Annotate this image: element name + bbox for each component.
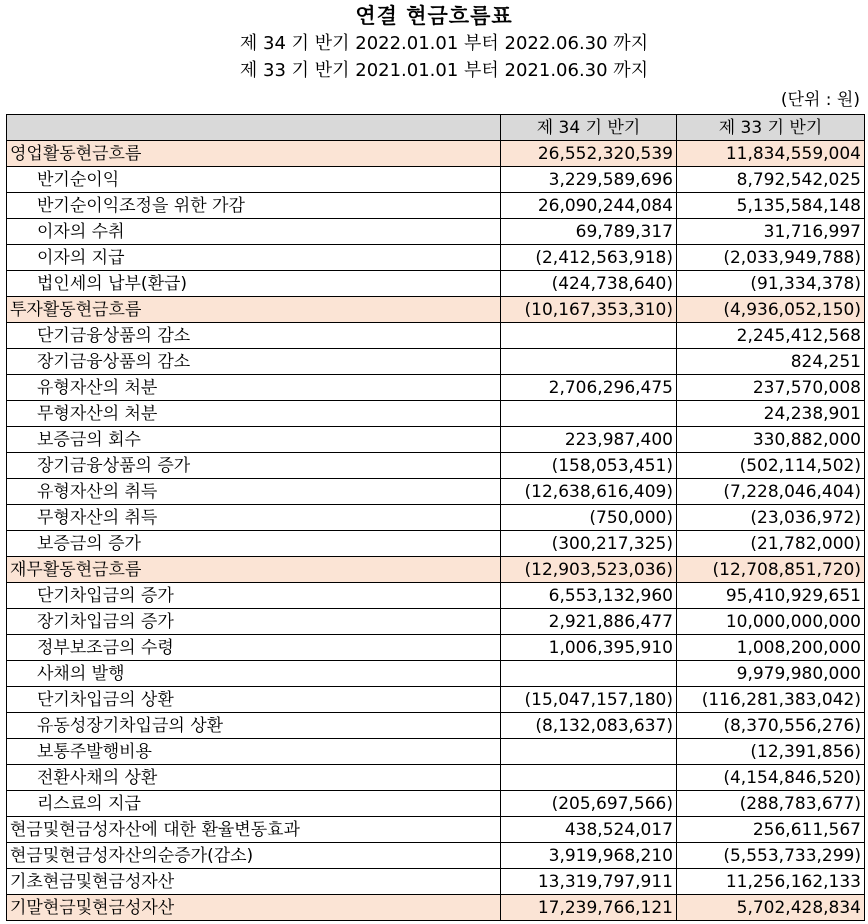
account-label: 정부보조금의 수령 bbox=[7, 635, 501, 661]
current-period-amount: (2,412,563,918) bbox=[501, 245, 677, 271]
current-period-amount: 6,553,132,960 bbox=[501, 583, 677, 609]
prior-period-amount: (2,033,949,788) bbox=[677, 245, 865, 271]
table-row bbox=[7, 453, 865, 479]
table-row bbox=[7, 817, 865, 843]
current-period-amount: (10,167,353,310) bbox=[501, 297, 677, 323]
account-label: 유형자산의 처분 bbox=[7, 375, 501, 401]
table-row bbox=[7, 297, 865, 323]
prior-period-amount: (23,036,972) bbox=[677, 505, 865, 531]
table-row bbox=[7, 869, 865, 895]
current-period-amount: (15,047,157,180) bbox=[501, 687, 677, 713]
current-period-amount: (12,638,616,409) bbox=[501, 479, 677, 505]
table-row bbox=[7, 167, 865, 193]
account-label: 기초현금및현금성자산 bbox=[7, 869, 501, 895]
current-period-amount: 2,706,296,475 bbox=[501, 375, 677, 401]
current-period-amount: (424,738,640) bbox=[501, 271, 677, 297]
account-label: 장기금융상품의 감소 bbox=[7, 349, 501, 375]
table-row bbox=[7, 739, 865, 765]
current-period-amount: 17,239,766,121 bbox=[501, 895, 677, 921]
header-current-period: 제 34 기 반기 bbox=[501, 115, 677, 141]
table-row bbox=[7, 193, 865, 219]
table-row bbox=[7, 557, 865, 583]
prior-period-amount: (5,553,733,299) bbox=[677, 843, 865, 869]
prior-period-amount: 237,570,008 bbox=[677, 375, 865, 401]
prior-period-amount: 95,410,929,651 bbox=[677, 583, 865, 609]
table-row bbox=[7, 531, 865, 557]
current-period-amount: 2,921,886,477 bbox=[501, 609, 677, 635]
table-header-row bbox=[7, 115, 865, 141]
table-row bbox=[7, 323, 865, 349]
prior-period-amount: 11,256,162,133 bbox=[677, 869, 865, 895]
account-label: 장기차입금의 증가 bbox=[7, 609, 501, 635]
current-period-amount bbox=[501, 739, 677, 765]
cash-flow-table bbox=[6, 114, 865, 921]
account-label: 사채의 발행 bbox=[7, 661, 501, 687]
current-period-amount bbox=[501, 349, 677, 375]
prior-period-amount: (4,154,846,520) bbox=[677, 765, 865, 791]
account-label: 장기금융상품의 증가 bbox=[7, 453, 501, 479]
account-label: 반기순이익조정을 위한 가감 bbox=[7, 193, 501, 219]
prior-period-amount: 9,979,980,000 bbox=[677, 661, 865, 687]
current-period-amount: (12,903,523,036) bbox=[501, 557, 677, 583]
prior-period-amount: 24,238,901 bbox=[677, 401, 865, 427]
prior-period-amount: 330,882,000 bbox=[677, 427, 865, 453]
prior-period-amount: 2,245,412,568 bbox=[677, 323, 865, 349]
account-label: 단기차입금의 증가 bbox=[7, 583, 501, 609]
current-period-amount: 438,524,017 bbox=[501, 817, 677, 843]
current-period-amount: 3,229,589,696 bbox=[501, 167, 677, 193]
current-period-amount: (205,697,566) bbox=[501, 791, 677, 817]
account-label: 재무활동현금흐름 bbox=[7, 557, 501, 583]
account-label: 전환사채의 상환 bbox=[7, 765, 501, 791]
table-row bbox=[7, 401, 865, 427]
current-period-amount: 223,987,400 bbox=[501, 427, 677, 453]
table-row bbox=[7, 427, 865, 453]
header-account bbox=[7, 115, 501, 141]
account-label: 보통주발행비용 bbox=[7, 739, 501, 765]
table-row bbox=[7, 791, 865, 817]
table-row bbox=[7, 219, 865, 245]
table-row bbox=[7, 479, 865, 505]
account-label: 투자활동현금흐름 bbox=[7, 297, 501, 323]
account-label: 현금및현금성자산의순증가(감소) bbox=[7, 843, 501, 869]
prior-period-amount: 31,716,997 bbox=[677, 219, 865, 245]
account-label: 단기차입금의 상환 bbox=[7, 687, 501, 713]
table-row bbox=[7, 713, 865, 739]
prior-period-amount: 1,008,200,000 bbox=[677, 635, 865, 661]
account-label: 이자의 지급 bbox=[7, 245, 501, 271]
account-label: 보증금의 회수 bbox=[7, 427, 501, 453]
table-row bbox=[7, 271, 865, 297]
current-period-amount bbox=[501, 661, 677, 687]
unit-label: (단위 : 원) bbox=[780, 90, 860, 110]
current-period-amount: 13,319,797,911 bbox=[501, 869, 677, 895]
account-label: 무형자산의 처분 bbox=[7, 401, 501, 427]
account-label: 단기금융상품의 감소 bbox=[7, 323, 501, 349]
prior-period-amount: (12,391,856) bbox=[677, 739, 865, 765]
current-period-amount: 3,919,968,210 bbox=[501, 843, 677, 869]
prior-period-amount: 8,792,542,025 bbox=[677, 167, 865, 193]
account-label: 기말현금및현금성자산 bbox=[7, 895, 501, 921]
table-row bbox=[7, 843, 865, 869]
current-period-amount: 69,789,317 bbox=[501, 219, 677, 245]
prior-period-amount: (91,334,378) bbox=[677, 271, 865, 297]
table-row bbox=[7, 635, 865, 661]
prior-period-amount: (8,370,556,276) bbox=[677, 713, 865, 739]
account-label: 유동성장기차입금의 상환 bbox=[7, 713, 501, 739]
table-row bbox=[7, 765, 865, 791]
account-label: 반기순이익 bbox=[7, 167, 501, 193]
table-row bbox=[7, 583, 865, 609]
account-label: 현금및현금성자산에 대한 환율변동효과 bbox=[7, 817, 501, 843]
prior-period-amount: (288,783,677) bbox=[677, 791, 865, 817]
prior-period-amount: 256,611,567 bbox=[677, 817, 865, 843]
current-period-amount: (300,217,325) bbox=[501, 531, 677, 557]
current-period-amount: 1,006,395,910 bbox=[501, 635, 677, 661]
prior-period-amount: 5,702,428,834 bbox=[677, 895, 865, 921]
period-prior: 제 33 기 반기 2021.01.01 부터 2021.06.30 까지 bbox=[239, 60, 649, 81]
prior-period-amount: (21,782,000) bbox=[677, 531, 865, 557]
header-prior-period: 제 33 기 반기 bbox=[677, 115, 865, 141]
current-period-amount: (8,132,083,637) bbox=[501, 713, 677, 739]
account-label: 법인세의 납부(환급) bbox=[7, 271, 501, 297]
current-period-amount: (750,000) bbox=[501, 505, 677, 531]
current-period-amount: 26,090,244,084 bbox=[501, 193, 677, 219]
statement-title: 연결 현금흐름표 bbox=[355, 4, 513, 28]
account-label: 보증금의 증가 bbox=[7, 531, 501, 557]
current-period-amount bbox=[501, 765, 677, 791]
period-current: 제 34 기 반기 2022.01.01 부터 2022.06.30 까지 bbox=[239, 33, 649, 54]
table-row bbox=[7, 245, 865, 271]
prior-period-amount: 824,251 bbox=[677, 349, 865, 375]
account-label: 리스료의 지급 bbox=[7, 791, 501, 817]
current-period-amount: (158,053,451) bbox=[501, 453, 677, 479]
table-row bbox=[7, 349, 865, 375]
table-row bbox=[7, 505, 865, 531]
prior-period-amount: (4,936,052,150) bbox=[677, 297, 865, 323]
account-label: 이자의 수취 bbox=[7, 219, 501, 245]
table-row bbox=[7, 375, 865, 401]
current-period-amount bbox=[501, 323, 677, 349]
account-label: 무형자산의 취득 bbox=[7, 505, 501, 531]
table-row bbox=[7, 687, 865, 713]
prior-period-amount: (7,228,046,404) bbox=[677, 479, 865, 505]
prior-period-amount: 10,000,000,000 bbox=[677, 609, 865, 635]
prior-period-amount: (116,281,383,042) bbox=[677, 687, 865, 713]
table-row bbox=[7, 141, 865, 167]
account-label: 유형자산의 취득 bbox=[7, 479, 501, 505]
current-period-amount bbox=[501, 401, 677, 427]
prior-period-amount: (12,708,851,720) bbox=[677, 557, 865, 583]
prior-period-amount: 5,135,584,148 bbox=[677, 193, 865, 219]
prior-period-amount: 11,834,559,004 bbox=[677, 141, 865, 167]
account-label: 영업활동현금흐름 bbox=[7, 141, 501, 167]
table-body bbox=[7, 141, 865, 921]
table-row bbox=[7, 895, 865, 921]
table-row bbox=[7, 661, 865, 687]
prior-period-amount: (502,114,502) bbox=[677, 453, 865, 479]
current-period-amount: 26,552,320,539 bbox=[501, 141, 677, 167]
table-row bbox=[7, 609, 865, 635]
